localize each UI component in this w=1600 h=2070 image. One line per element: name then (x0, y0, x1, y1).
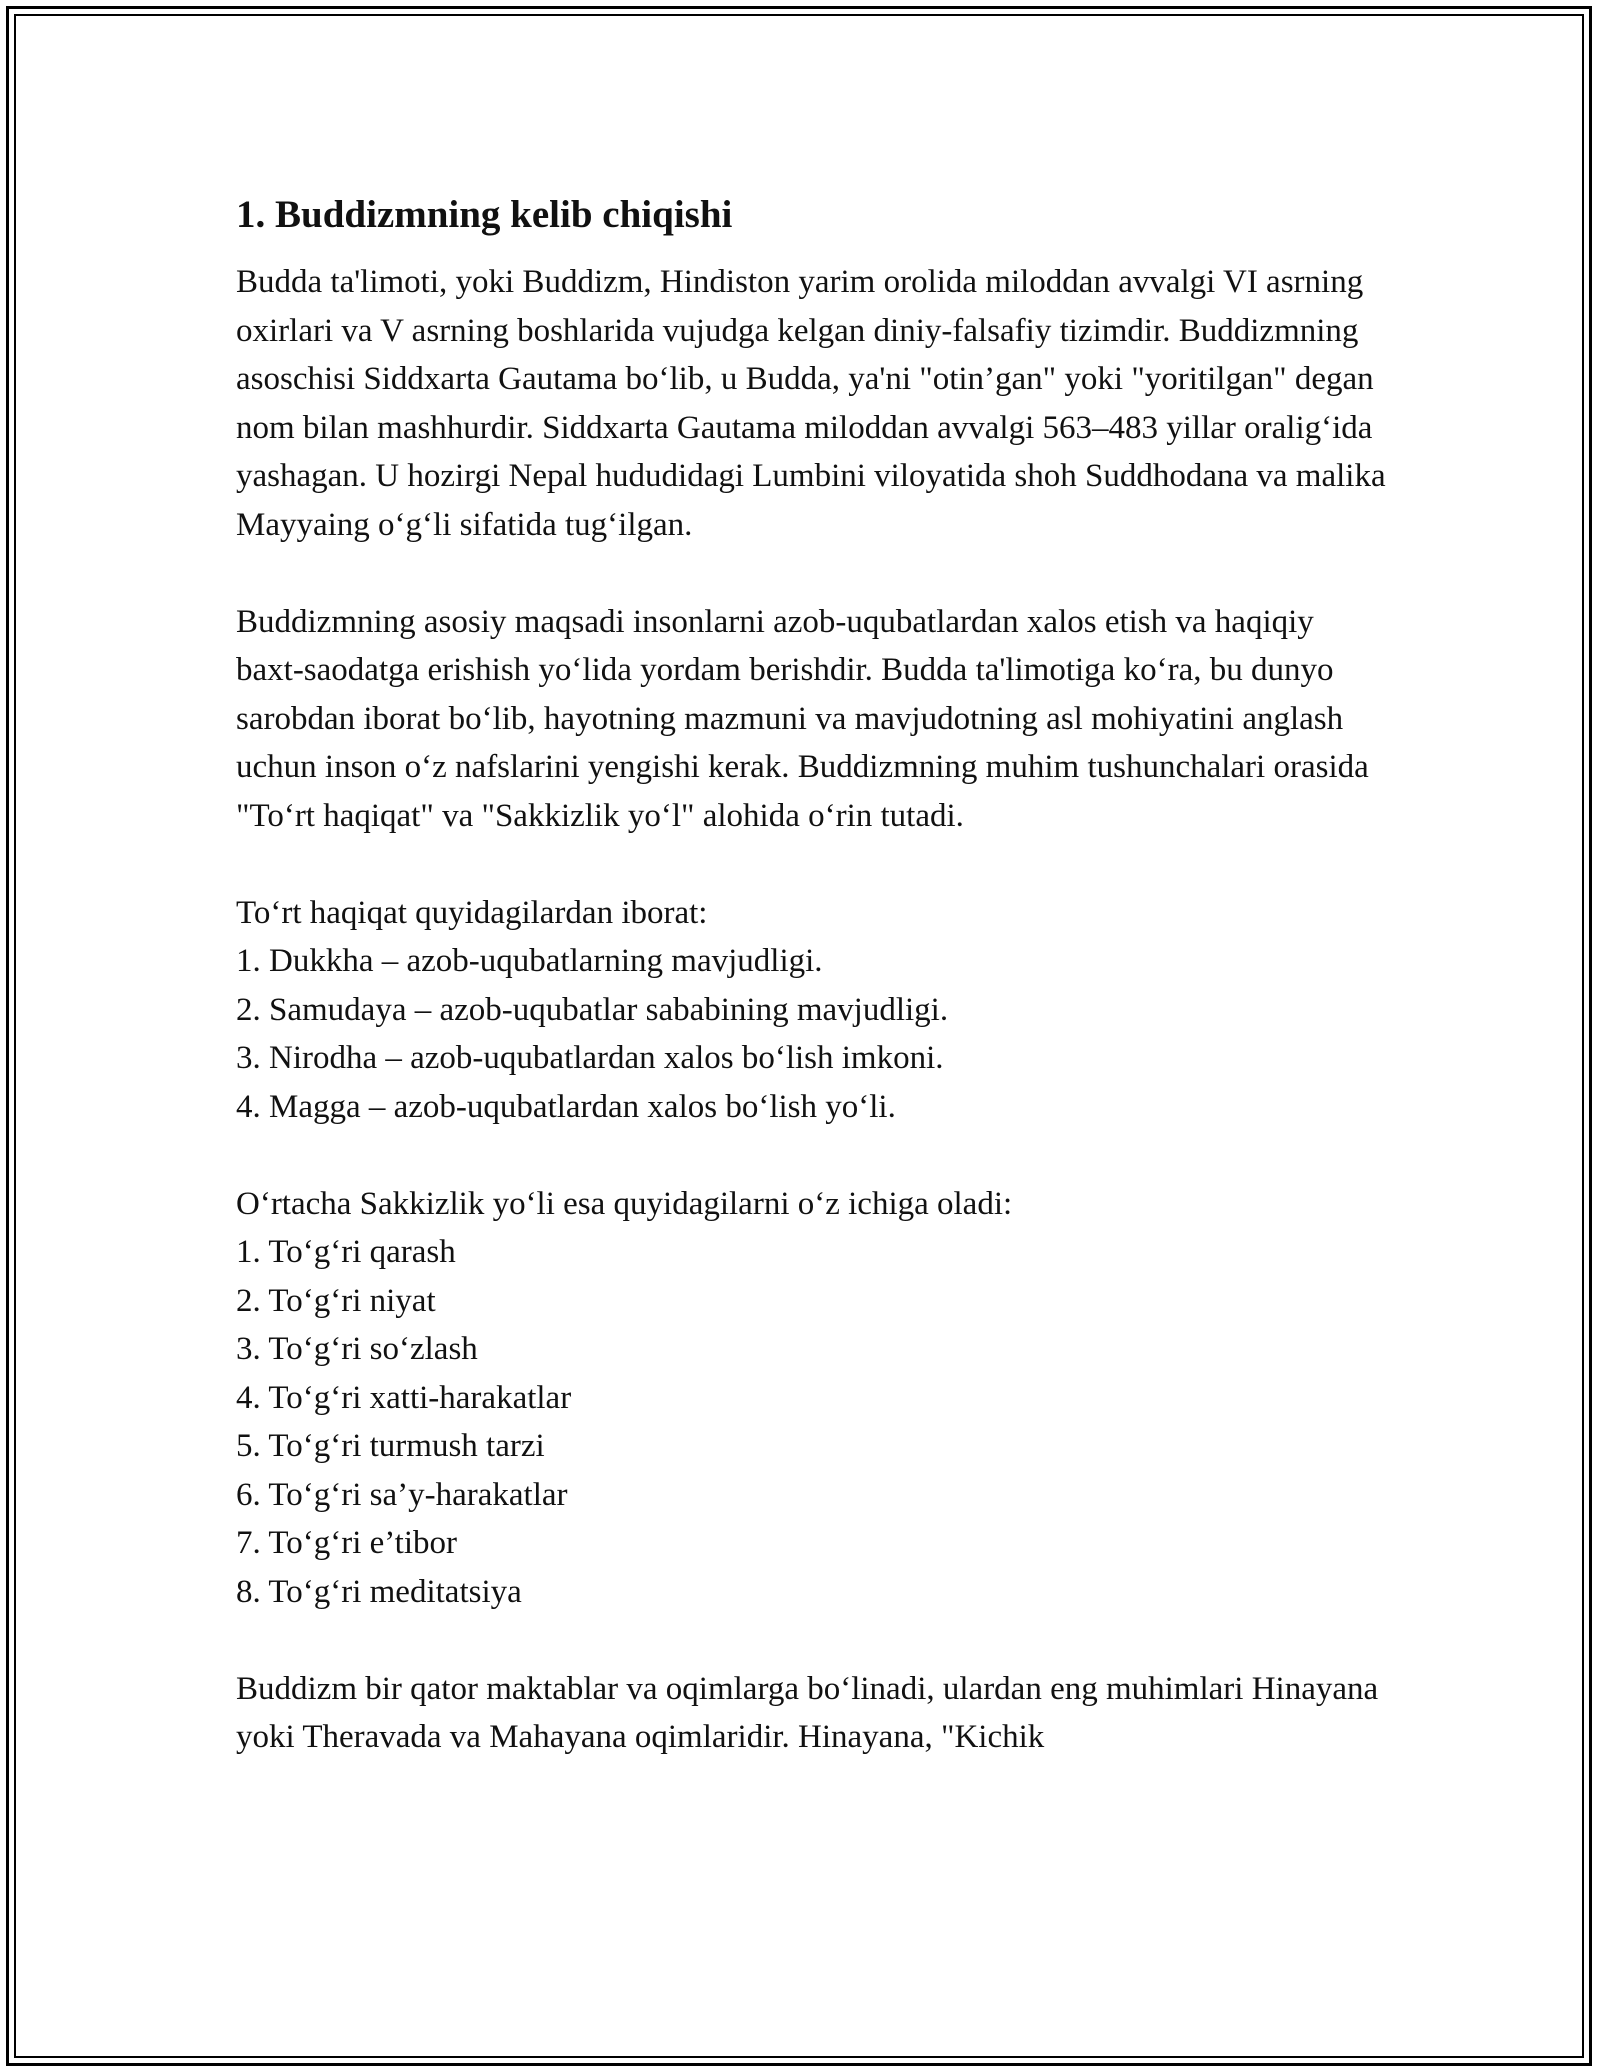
list-item: 4. Magga – azob-uqubatlardan xalos bo‘lish yo‘li. (236, 1088, 896, 1125)
section-heading: 1. Buddizmning kelib chiqishi (236, 193, 733, 236)
list-item: 8. To‘g‘ri meditatsiya (236, 1573, 522, 1610)
list-item: 3. Nirodha – azob-uqubatlardan xalos bo‘lish imkoni. (236, 1040, 944, 1076)
eightfold-path-intro: O‘rtacha Sakkizlik yo‘li esa quyidagilarni o‘z ichiga oladi: (236, 1185, 1013, 1222)
paragraph-schools: Buddizm bir qator maktablar va oqimlarga bo‘linadi, ulardan eng muhimlari Hinayana yoki Theravada va Mahayana oqimlaridir. Hinayana, "Kichik (236, 1670, 1379, 1755)
list-item: 5. To‘g‘ri turmush tarzi (236, 1428, 545, 1464)
list-item: 2. Samudaya – azob-uqubatlar sababining mavjudligi. (236, 991, 949, 1028)
paragraph-goal: Buddizmning asosiy maqsadi insonlarni azob-uqubatlardan xalos etish va haqiqiy baxt-saodatga erishish yo‘lida yordam berishdir. Budda ta'limotiga ko‘ra, bu dunyo sarobdan iborat bo‘lib, hayotning mazmuni va mavjudotning asl mohiyatini anglash uchun inson o‘z nafslarini yengishi kerak. Buddizmning muhim tushunchalari orasida "To‘rt haqiqat" va "Sakkizlik yo‘l" alohida o‘rin tutadi. (236, 603, 1369, 834)
paragraph-origin: Budda ta'limoti, yoki Buddizm, Hindiston yarim orolida miloddan avvalgi VI asrning oxirlari va V asrning boshlarida vujudga kelgan diniy-falsafiy tizimdir. Buddizmning asoschisi Siddxarta Gautama bo‘lib, u Budda, ya'ni "otin’gan" yoki "yoritilgan" degan nom bilan mashhurdir. Siddxarta Gautama miloddan avvalgi 563–483 yillar oralig‘ida yashagan. U hozirgi Nepal hududidagi Lumbini viloyatida shoh Suddhodana va malika Mayyaing o‘g‘li sifatida tug‘ilgan. (236, 264, 1386, 543)
document-body (236, 186, 1386, 1795)
list-item: 1. Dukkha – azob-uqubatlarning mavjudligi. (236, 943, 823, 979)
list-item: 3. To‘g‘ri so‘zlash (236, 1331, 478, 1367)
four-truths-list (236, 889, 1386, 1132)
list-item: 7. To‘g‘ri e’tibor (236, 1525, 458, 1561)
list-item: 4. To‘g‘ri xatti-harakatlar (236, 1379, 572, 1416)
eightfold-path-list (236, 1180, 1386, 1617)
list-item: 1. To‘g‘ri qarash (236, 1234, 456, 1270)
four-truths-intro: To‘rt haqiqat quyidagilardan iborat: (236, 894, 708, 931)
list-item: 2. To‘g‘ri niyat (236, 1282, 436, 1319)
list-item: 6. To‘g‘ri sa’y-harakatlar (236, 1476, 568, 1513)
